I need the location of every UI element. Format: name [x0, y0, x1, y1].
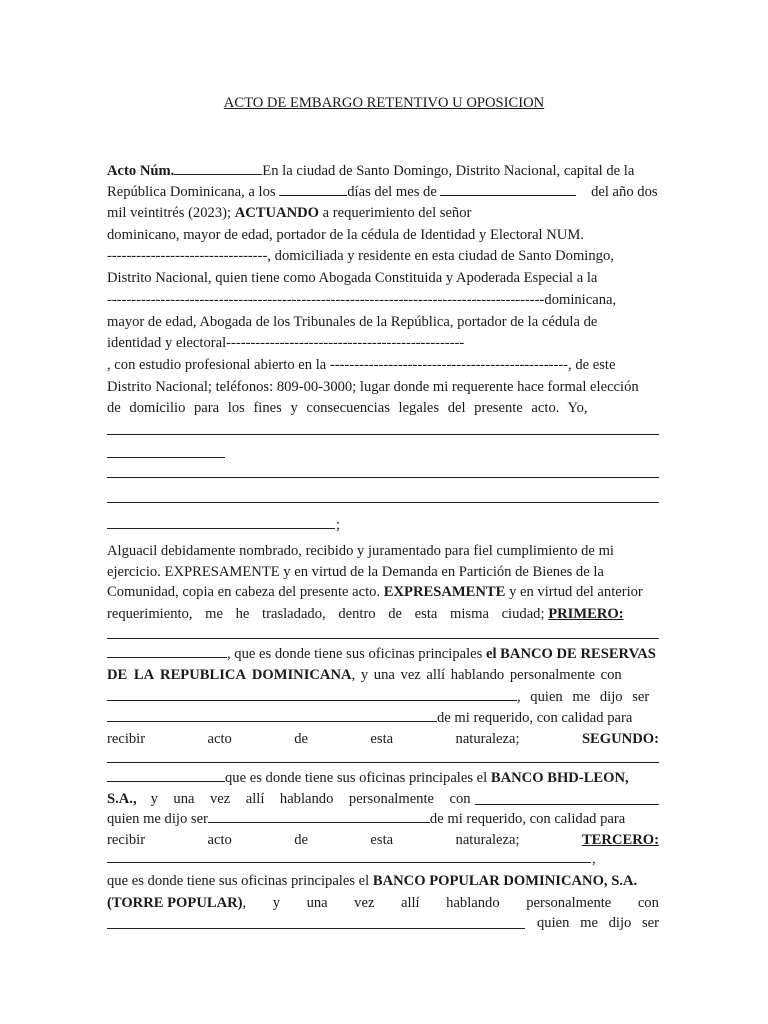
- paragraph-line: [107, 664, 659, 686]
- line-word: recibir: [107, 832, 146, 848]
- line-word: vez: [209, 791, 231, 807]
- paragraph-line: [336, 514, 356, 536]
- line-text: del año dos: [591, 184, 658, 200]
- blank-line: [107, 643, 227, 658]
- paragraph-line: [107, 581, 659, 603]
- blank-line: [107, 457, 225, 458]
- dash-fill: -------------------------------------------------: [329, 357, 569, 373]
- line-text: mil veintitrés (2023);: [107, 205, 232, 221]
- line-word: allí: [245, 791, 265, 807]
- acto-number-label: Acto Núm.: [107, 163, 175, 179]
- line-text: ;: [336, 517, 341, 533]
- paragraph-line: [107, 181, 659, 203]
- bank-name: BANCO POPULAR DOMINICANO, S.A.: [372, 873, 638, 889]
- paragraph-line: [107, 788, 659, 810]
- paragraph-line: [107, 376, 659, 398]
- line-word: con: [637, 895, 659, 911]
- paragraph-line: [107, 829, 659, 851]
- paragraph-line: [107, 686, 659, 708]
- line-word: una: [173, 791, 195, 807]
- line-word: quien: [537, 915, 570, 931]
- blank-line: [107, 477, 659, 478]
- line-word: recibir: [107, 731, 146, 747]
- blank-line: [107, 707, 437, 722]
- paragraph-line: [592, 848, 612, 870]
- line-word: una: [306, 895, 328, 911]
- expresamente-label: EXPRESAMENTE: [383, 584, 506, 600]
- paragraph-line: [107, 603, 659, 625]
- line-text: En la ciudad de Santo Domingo, Distrito Nacional, capital de la: [262, 163, 635, 179]
- dash-fill: ------------------------------------------------------------------------------------------: [107, 292, 545, 308]
- bank-name: BANCO BHD-LEON,: [490, 770, 629, 786]
- line-word: dijo: [608, 915, 632, 931]
- line-text: identidad y electoral: [107, 335, 227, 351]
- line-word: naturaleza;: [455, 832, 520, 848]
- line-text: dominicana,: [544, 292, 617, 308]
- line-word: esta: [370, 731, 394, 747]
- line-text: Alguacil debidamente nombrado, recibido y juramentado para fiel cumplimiento de mi: [107, 543, 614, 559]
- line-word: acto: [207, 731, 232, 747]
- justified-words: [537, 912, 659, 934]
- line-text: ,: [592, 851, 596, 867]
- line-word: con: [449, 791, 471, 807]
- blank-line: [107, 638, 659, 639]
- paragraph-line: [107, 540, 659, 562]
- blank-line: [107, 502, 659, 503]
- paragraph-line: [107, 160, 659, 182]
- blank-line: [107, 862, 591, 863]
- line-text: de domicilio para los fines y consecuencias legales del presente acto. Yo,: [107, 400, 588, 416]
- line-word: vez: [354, 895, 375, 911]
- line-word: de: [294, 731, 308, 747]
- paragraph-line: [107, 767, 659, 789]
- bank-name: S.A.,: [107, 791, 137, 807]
- blank-line: [107, 528, 335, 529]
- paragraph-line: [107, 561, 659, 583]
- line-text: , y una vez allí hablando personalmente con: [351, 667, 622, 683]
- line-text: Distrito Nacional, quien tiene como Abogada Constituida y Apoderada Especial a la: [107, 270, 598, 286]
- line-text: de mi requerido, con calidad para: [437, 710, 633, 726]
- paragraph-line: [107, 332, 659, 354]
- line-text: ejercicio. EXPRESAMENTE y en virtud de la Demanda en Partición de Bienes de la: [107, 564, 604, 580]
- line-word: y: [150, 791, 158, 807]
- line-word: hablando: [446, 895, 500, 911]
- paragraph-line: [107, 245, 659, 267]
- line-word: personalmente: [348, 791, 435, 807]
- line-word: esta: [370, 832, 394, 848]
- line-text: de mi requerido, con calidad para: [429, 811, 626, 827]
- justified-words: [243, 892, 659, 914]
- line-word: ser: [641, 915, 659, 931]
- line-text: dominicano, mayor de edad, portador de la cédula de Identidad y Electoral NUM.: [107, 227, 584, 243]
- line-text: Distrito Nacional; teléfonos: 809-00-3000; lugar donde mi requerente hace formal elección: [107, 379, 639, 395]
- line-word: allí: [400, 895, 420, 911]
- justified-words: [151, 788, 471, 810]
- line-text: , domiciliada y residente en esta ciudad de Santo Domingo,: [267, 248, 614, 264]
- line-word: y: [272, 895, 281, 911]
- line-text: , de este: [568, 357, 616, 373]
- blank-line: [208, 808, 430, 823]
- paragraph-line: [107, 912, 659, 934]
- paragraph-line: [107, 808, 659, 830]
- blank-line: [475, 790, 659, 805]
- actuando-label: ACTUANDO: [234, 205, 320, 221]
- line-text: que es donde tiene sus oficinas principales el: [225, 770, 488, 786]
- paragraph-line: [107, 311, 659, 333]
- bank-name: el BANCO DE RESERVAS: [485, 646, 656, 662]
- blank-line: [107, 762, 659, 763]
- line-word: ,: [242, 895, 247, 911]
- line-text: mayor de edad, Abogada de los Tribunales de la República, portador de la cédula de: [107, 314, 598, 330]
- paragraph-line: [107, 397, 659, 419]
- line-text: días del mes de: [347, 184, 437, 200]
- dash-fill: -------------------------------------------------: [226, 335, 465, 351]
- paragraph-line: [107, 267, 659, 289]
- paragraph-line: [107, 354, 659, 376]
- blank-line: [107, 767, 225, 782]
- line-word: acto: [207, 832, 232, 848]
- line-text: requerimiento, me he trasladado, dentro de esta misma ciudad;: [107, 606, 545, 622]
- paragraph-line: [107, 289, 659, 311]
- segundo-label: SEGUNDO:: [581, 731, 659, 747]
- blank-line: [107, 434, 659, 435]
- blank-line: [107, 686, 517, 701]
- line-text: quien me dijo ser: [107, 811, 208, 827]
- line-text: Comunidad, copia en cabeza del presente acto.: [107, 584, 381, 600]
- month-blank: [440, 181, 576, 196]
- paragraph-line: [107, 728, 659, 750]
- paragraph-line: [107, 707, 659, 729]
- dash-fill: ---------------------------------: [107, 248, 268, 264]
- line-text: , quien me dijo ser: [517, 689, 650, 705]
- line-word: de: [294, 832, 308, 848]
- paragraph-line: [107, 202, 659, 224]
- line-word: me: [580, 915, 598, 931]
- paragraph-line: [107, 224, 659, 246]
- tercero-label: TERCERO:: [581, 832, 659, 848]
- line-text: a requerimiento del señor: [322, 205, 472, 221]
- day-blank: [279, 181, 347, 196]
- bank-name: (TORRE POPULAR): [107, 895, 243, 911]
- acto-number-blank: [174, 160, 262, 175]
- line-text: y en virtud del anterior: [509, 584, 643, 600]
- line-word: personalmente: [526, 895, 612, 911]
- bank-name: DE LA REPUBLICA DOMINICANA: [107, 667, 352, 683]
- primero-label: PRIMERO:: [548, 606, 624, 622]
- line-text: , que es donde tiene sus oficinas principales: [227, 646, 483, 662]
- line-text: , con estudio profesional abierto en la: [107, 357, 327, 373]
- blank-line: [107, 914, 525, 929]
- line-word: hablando: [279, 791, 334, 807]
- paragraph-line: [107, 643, 659, 665]
- document-title: ACTO DE EMBARGO RETENTIVO U OPOSICION: [223, 95, 545, 111]
- paragraph-line: [107, 892, 659, 914]
- line-text: que es donde tiene sus oficinas principales el: [107, 873, 370, 889]
- paragraph-line: [107, 870, 659, 892]
- line-word: naturaleza;: [455, 731, 520, 747]
- line-text: República Dominicana, a los: [107, 184, 276, 200]
